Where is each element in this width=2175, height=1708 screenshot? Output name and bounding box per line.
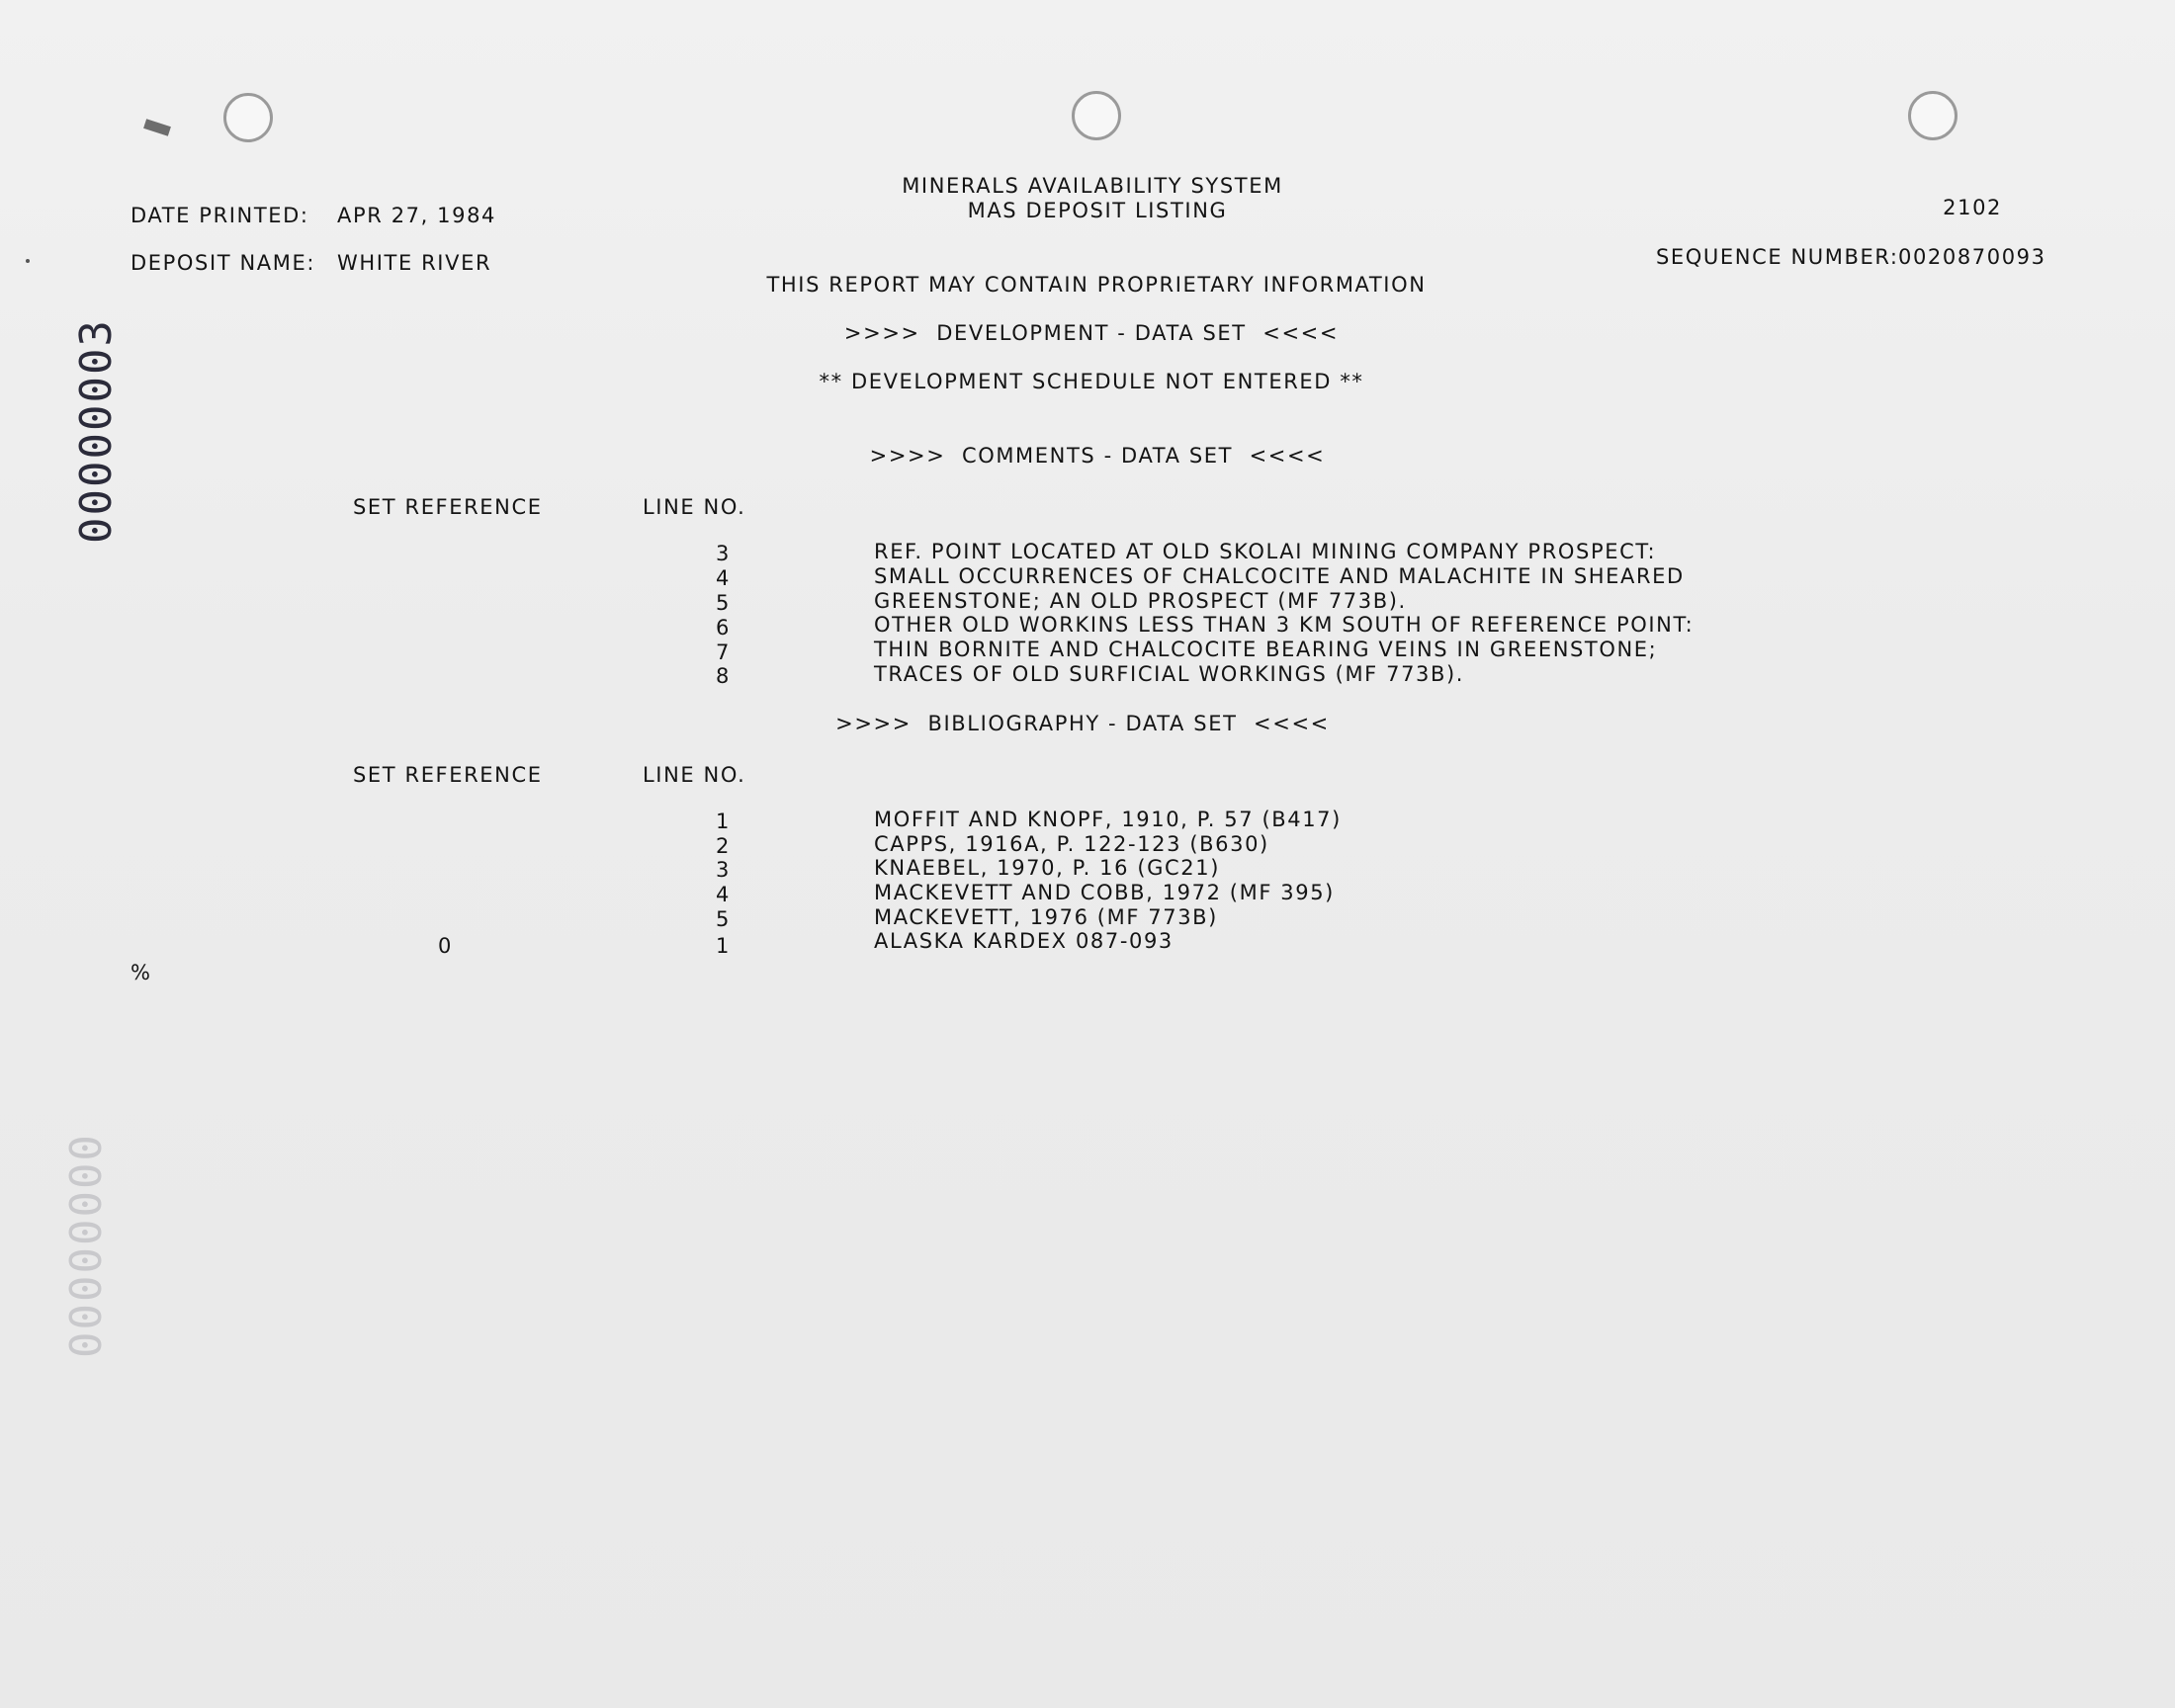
comment-text: THIN BORNITE AND CHALCOCITE BEARING VEINS IN GREENSTONE; <box>874 638 1658 661</box>
line-number: 6 <box>716 616 731 640</box>
footer-percent-mark: % <box>130 961 152 984</box>
sequence-value: 0020870093 <box>1898 245 2046 269</box>
side-stamp-faint: 00000000 <box>61 1133 112 1358</box>
side-stamp: 00000003 <box>71 318 122 544</box>
bibliography-col-set-reference: SET REFERENCE <box>353 763 543 787</box>
comments-col-line-no: LINE NO. <box>643 495 746 519</box>
line-number: 3 <box>716 542 731 565</box>
deposit-name-value: WHITE RIVER <box>337 251 492 275</box>
line-number: 8 <box>716 664 731 688</box>
reference-text: MACKEVETT, 1976 (MF 773B) <box>874 905 1218 929</box>
comments-heading: >>>> COMMENTS - DATA SET <<<< <box>869 444 1326 468</box>
development-note: ** DEVELOPMENT SCHEDULE NOT ENTERED ** <box>819 370 1364 393</box>
comment-text: REF. POINT LOCATED AT OLD SKOLAI MINING COMPANY PROSPECT: <box>874 540 1657 563</box>
reference-text: CAPPS, 1916A, P. 122-123 (B630) <box>874 832 1269 856</box>
comments-col-set-reference: SET REFERENCE <box>353 495 543 519</box>
set-reference-value: 0 <box>438 934 453 958</box>
reference-text: MOFFIT AND KNOPF, 1910, P. 57 (B417) <box>874 808 1342 831</box>
line-number: 1 <box>716 934 731 958</box>
bibliography-heading: >>>> BIBLIOGRAPHY - DATA SET <<<< <box>835 712 1330 735</box>
deposit-name-label: DEPOSIT NAME: <box>130 251 315 275</box>
reference-text: MACKEVETT AND COBB, 1972 (MF 395) <box>874 881 1335 904</box>
line-number: 2 <box>716 834 731 858</box>
comment-text: GREENSTONE; AN OLD PROSPECT (MF 773B). <box>874 589 1407 613</box>
bibliography-col-line-no: LINE NO. <box>643 763 746 787</box>
reference-text: ALASKA KARDEX 087-093 <box>874 929 1174 953</box>
comment-text: SMALL OCCURRENCES OF CHALCOCITE AND MALACHITE IN SHEARED <box>874 564 1685 588</box>
punch-hole-center <box>1072 91 1121 140</box>
comment-text: TRACES OF OLD SURFICIAL WORKINGS (MF 773B). <box>874 662 1465 686</box>
punch-hole-right <box>1908 91 1958 140</box>
line-number: 1 <box>716 810 731 833</box>
line-number: 7 <box>716 640 731 664</box>
date-printed-value: APR 27, 1984 <box>337 204 497 227</box>
line-number: 3 <box>716 858 731 882</box>
sequence-label: SEQUENCE NUMBER: <box>1656 245 1899 269</box>
listing-title: MAS DEPOSIT LISTING <box>967 199 1228 222</box>
line-number: 5 <box>716 591 731 615</box>
reference-text: KNAEBEL, 1970, P. 16 (GC21) <box>874 856 1221 880</box>
scan-mark <box>143 119 171 136</box>
scan-dot <box>26 259 30 263</box>
line-number: 5 <box>716 907 731 931</box>
development-heading: >>>> DEVELOPMENT - DATA SET <<<< <box>843 321 1340 345</box>
line-number: 4 <box>716 883 731 906</box>
punch-hole-left <box>223 93 273 142</box>
line-number: 4 <box>716 566 731 590</box>
proprietary-notice: THIS REPORT MAY CONTAIN PROPRIETARY INFORMATION <box>766 273 1427 297</box>
comment-text: OTHER OLD WORKINS LESS THAN 3 KM SOUTH OF REFERENCE POINT: <box>874 613 1695 637</box>
page-code: 2102 <box>1943 196 2002 219</box>
date-printed-label: DATE PRINTED: <box>130 204 309 227</box>
system-title: MINERALS AVAILABILITY SYSTEM <box>902 174 1283 198</box>
